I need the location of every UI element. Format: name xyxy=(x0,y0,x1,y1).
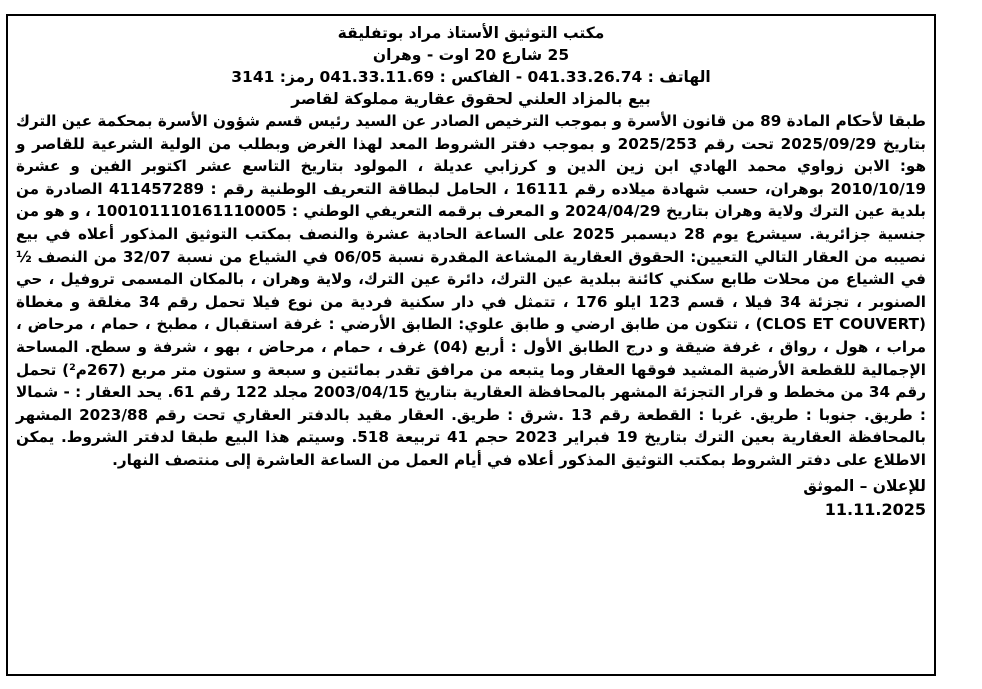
notary-contact: الهاتف : 041.33.26.74 - الفاكس : 041.33.11.69 رمز: 3141 xyxy=(231,68,711,86)
notary-address: 25 شارع 20 اوت - وهران xyxy=(372,46,570,64)
notice-title: بيع بالمزاد العلني لحقوق عقارية مملوكة لقاصر xyxy=(291,90,651,108)
legal-notice xyxy=(6,14,936,676)
notary-office-name: مكتب التوثيق الأستاذ مراد بوتفليقة xyxy=(337,24,605,42)
notice-date: 11.11.2025 xyxy=(824,499,926,519)
notice-body: طبقا لأحكام المادة 89 من قانون الأسرة و بموجب الترخيص الصادر عن السيد رئيس قسم شؤون الأسرة بمحكمة عين الترك بتاريخ 2025/09/29 تحت رقم 2025/253 و بموجب دفتر الشروط المعد لهذا الغرض وبطلب من الولية الشرعية للقاصر و هو: الابن زواوي محمد الهادي ابن زين الدين و كرزابي عديلة ، المولود بتاريخ التاسع عشر اكتوبر الفين و عشرة 2010/10/19 بوهران، حسب شهادة ميلاده رقم 16111 ، الحامل لبطاقة التعريف الوطنية رقم : 411457289 الصادرة من بلدية عين الترك ولاية وهران بتاريخ 2024/04/29 و المعرف برقمه التعريفي الوطني : 100101110161110005 ، و هو من جنسية جزائرية. سيشرع يوم 28 ديسمبر 2025 على الساعة الحادية عشرة والنصف بمكتب التوثيق المذكور أعلاه في بيع نصيبه من العقار التالي التعيين: الحقوق العقارية المشاعة المقدرة نسبة 06/05 في الشياع من نسبة 32/07 من النصف ½ في الشياع من محلات طابع سكني كائنة ببلدية عين الترك، دائرة عين الترك، ولاية وهران ، بالمكان المسمى تروفيل ، حي الصنوبر ، تجزئة 34 فيلا ، قسم 123 ايلو 176 ، تتمثل في دار سكنية فردية من نوع فيلا تحمل رقم 34 مغلقة و مغطاة (CLOS ET COUVERT) ، تتكون من طابق ارضي و طابق علوي: الطابق الأرضي : غرفة استقبال ، مطبخ ، حمام ، مرحاض ، مراب ، هول ، رواق ، غرفة ضيقة و درج الطابق الأول : أربع (04) غرف ، حمام ، مرحاض ، بهو ، شرفة و سطح. المساحة الإجمالية للقطعة الأرضية المشيد فوقها العقار وما يتبعه من مرافق تقدر بمائتين و سبعة و ستون متر مربع (267م²) تحمل رقم 34 من مخطط و قرار التجزئة المشهر بالمحافظة العقارية بتاريخ 2003/04/15 مجلد 122 رقم 61. يحد العقار : - شمالا : طريق. جنوبا : طريق. غربا : القطعة رقم 13 .شرق : طريق. العقار مقيد بالدفتر العقاري تحت رقم 2023/88 المشهر بالمحافظة العقارية بعين الترك بتاريخ 19 فبراير 2023 حجم 41 تربيعة 518. وسيتم هذا البيع طبقا لدفتر الشروط. يمكن الاطلاع على دفتر الشروط بمكتب التوثيق المذكور أعلاه في أيام العمل من الساعة العاشرة إلى منتصف النهار. xyxy=(16,112,927,469)
notice-signature: للإعلان – الموثق xyxy=(803,476,926,495)
